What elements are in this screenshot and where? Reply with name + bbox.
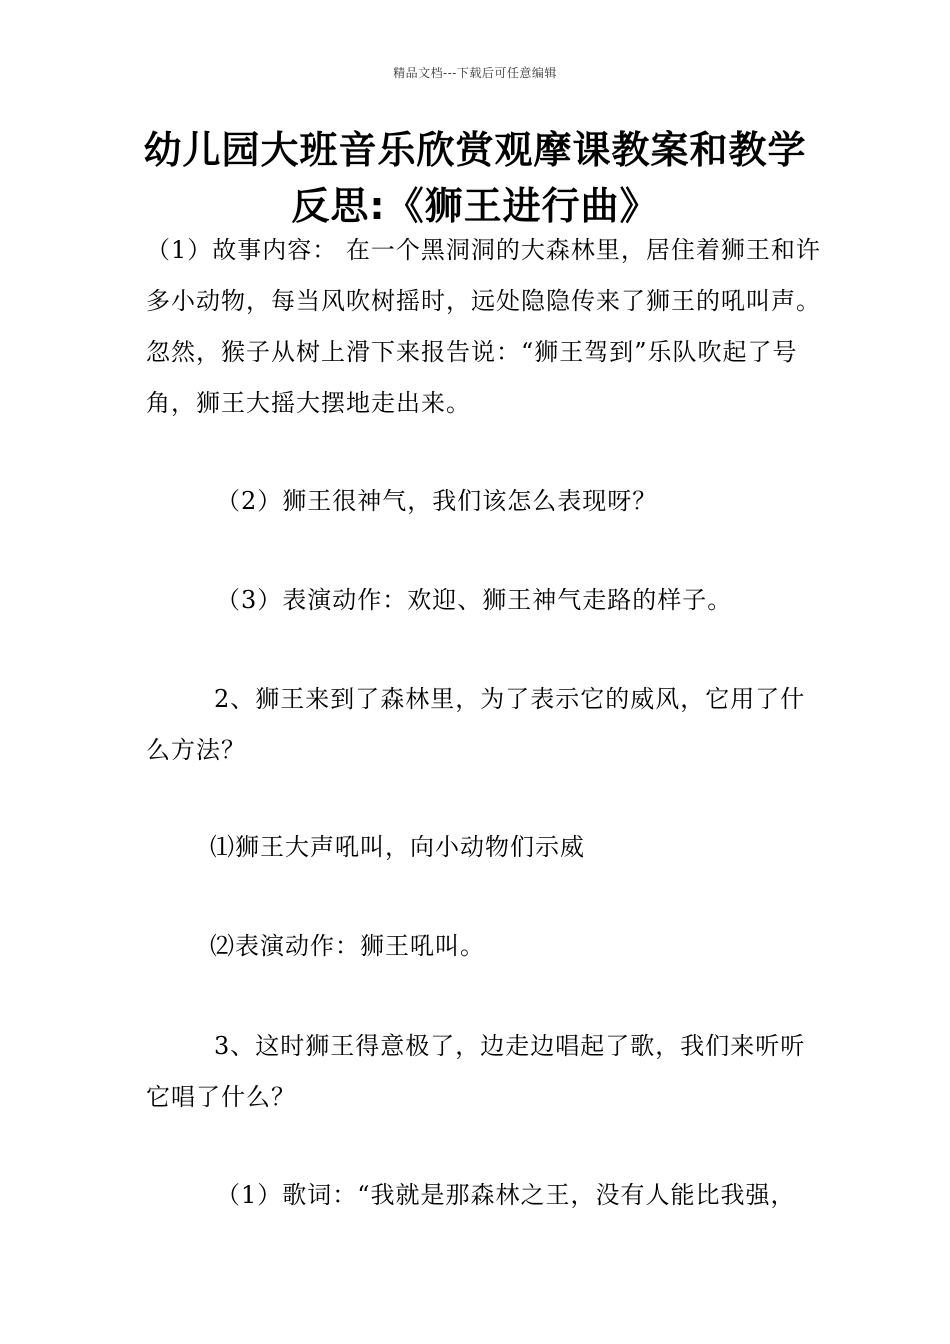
paragraph-action-roar: ⑵表演动作：狮王吼叫。 <box>210 932 485 960</box>
paragraph-question-proud: （2）狮王很神气，我们该怎么表现呀？ <box>216 487 658 515</box>
paragraph-step-2: 2、狮王来到了森林里，为了表示它的威风，它用了什么方法？ <box>146 685 806 764</box>
title-line-1: 幼儿园大班音乐欣赏观摩课教案和教学 <box>143 128 807 172</box>
document-title <box>100 122 850 234</box>
paragraph-action-walk: （3）表演动作：欢迎、狮王神气走路的样子。 <box>216 586 733 614</box>
title-line-2: 反思:《狮王进行曲》 <box>291 184 659 228</box>
paragraph-lyrics: （1）歌词：“我就是那森林之王，没有人能比我强， <box>216 1181 796 1209</box>
paragraph-roar: ⑴狮王大声吼叫，向小动物们示威 <box>210 833 585 861</box>
header-note: 精品文档---下载后可任意编辑 <box>393 66 557 80</box>
paragraph-step-3: 3、这时狮王得意极了，边走边唱起了歌，我们来听听它唱了什么？ <box>146 1032 806 1111</box>
paragraph-story: （1）故事内容： 在一个黑洞洞的大森林里，居住着狮王和许多小动物，每当风吹树摇时，远处隐隐传来了狮王的吼叫声。忽然，猴子从树上滑下来报告说：“狮王驾到”乐队吹起了号角，狮王大摇大摆地走出来。 <box>146 236 821 417</box>
